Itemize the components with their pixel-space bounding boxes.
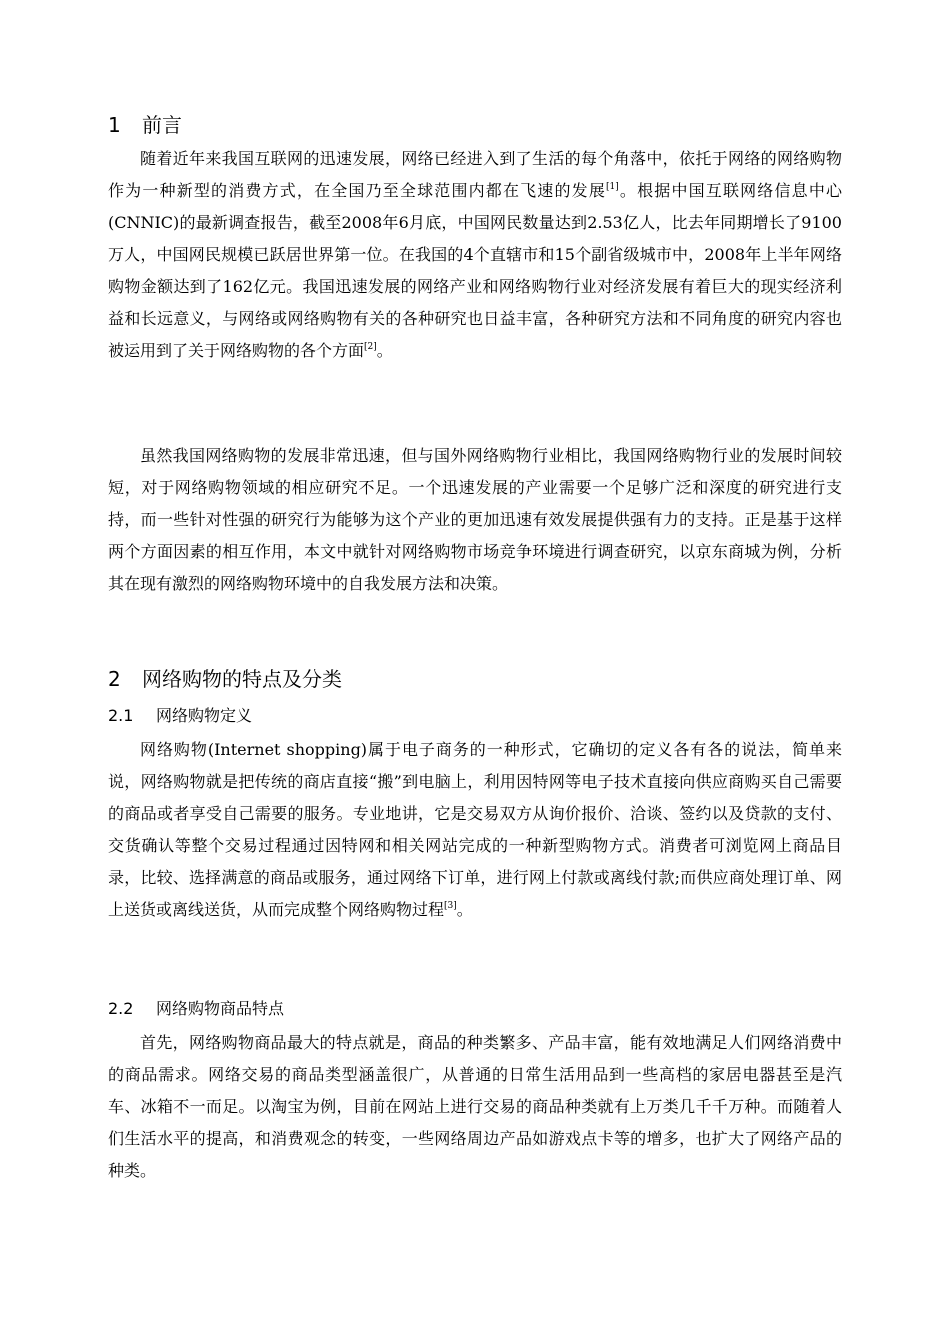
paragraph-text: 网络购物(Internet shopping)属于电子商务的一种形式，它确切的定义各有各的说法，简单来说，网络购物就是把传统的商店直接“搬”到电脑上，利用因特网等电子技术直接向供应商购买自己需要的商品或者享受自己需要的服务。专业地讲，它是交易双方从询价报价、洽谈、签约以及贷款的支付、交货确认等整个交易过程通过因特网和相关网站完成的一种新型购物方式。消费者可浏览网上商品目录，比较、选择满意的商品或服务，通过网络下订单，进行网上付款或离线付款;而供应商处理订单、网上送货或离线送货，从而完成整个网络购物过程 — [108, 740, 842, 919]
section-1-paragraph-2: 虽然我国网络购物的发展非常迅速，但与国外网络购物行业相比，我国网络购物行业的发展时间较短，对于网络购物领域的相应研究不足。一个迅速发展的产业需要一个足够广泛和深度的研究进行支持，而一些针对性强的研究行为能够为这个产业的更加迅速有效发展提供强有力的支持。正是基于这样两个方面因素的相互作用，本文中就针对网络购物市场竞争环境进行调查研究，以京东商城为例，分析其在现有激烈的网络购物环境中的自我发展方法和决策。 — [108, 446, 842, 593]
section-1-paragraph-1 — [108, 143, 842, 367]
paragraph-text: 。 — [456, 900, 473, 919]
section-2-1-title: 网络购物定义 — [156, 706, 253, 725]
section-2-heading — [108, 666, 342, 692]
section-1-number: 1 — [108, 113, 121, 137]
section-2-2-heading — [108, 998, 284, 1020]
section-2-2-paragraph: 首先，网络购物商品最大的特点就是，商品的种类繁多、产品丰富，能有效地满足人们网络消费中的商品需求。网络交易的商品类型涵盖很广，从普通的日常生活用品到一些高档的家居电器甚至是汽车、冰箱不一而足。以淘宝为例，目前在网站上进行交易的商品种类就有上万类几千千万种。而随着人们生活水平的提高，和消费观念的转变，一些网络周边产品如游戏点卡等的增多，也扩大了网络产品的种类。 — [108, 1033, 842, 1180]
paragraph-text: 。 — [376, 341, 393, 360]
section-2-1-number: 2.1 — [108, 706, 134, 725]
paragraph-text: 随着近年来我国互联网的迅速发展，网络已经进入到了生活的每个角落中，依托于网络的网络购物作为一种新型的消费方式，在全国乃至全球范围内都在飞速的发展 — [108, 149, 842, 200]
section-2-1-heading — [108, 705, 252, 727]
section-1-heading — [108, 112, 182, 138]
section-2-2-title: 网络购物商品特点 — [156, 999, 285, 1018]
section-2-title: 网络购物的特点及分类 — [142, 667, 342, 691]
citation-ref-2: [2] — [364, 342, 377, 352]
section-2-number: 2 — [108, 667, 121, 691]
paragraph-text: 。根据中国互联网络信息中心(CNNIC)的最新调查报告，截至2008年6月底，中国网民数量达到2.53亿人，比去年同期增长了9100万人，中国网民规模已跃居世界第一位。在我国的4个直辖市和15个副省级城市中，2008年上半年网络购物金额达到了162亿元。我国迅速发展的网络产业和网络购物行业对经济发展有着巨大的现实经济利益和长远意义，与网络或网络购物有关的各种研究也日益丰富，各种研究方法和不同角度的研究内容也被运用到了关于网络购物的各个方面 — [108, 181, 842, 360]
citation-ref-1: [1] — [606, 182, 619, 192]
section-2-2-number: 2.2 — [108, 999, 134, 1018]
section-1-title: 前言 — [142, 113, 182, 137]
citation-ref-3: [3] — [444, 901, 457, 911]
section-2-1-paragraph — [108, 734, 842, 926]
